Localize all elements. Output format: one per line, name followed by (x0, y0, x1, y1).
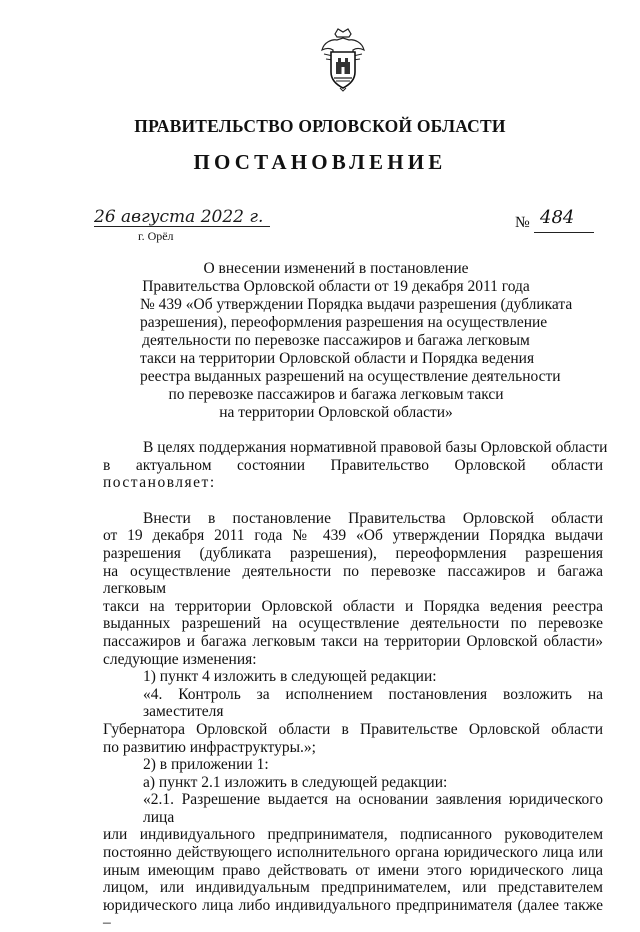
intro-line: пассажиров и багажа легковым такси на территории Орловской области» (103, 632, 603, 650)
number-underline (534, 232, 594, 233)
amendment-line: юридического лица либо индивидуального предпринимателя (далее также – (103, 896, 603, 932)
subject-line: по перевозке пассажиров и багажа легковым такси (168, 386, 504, 403)
intro-line: Внести в постановление Правительства Орловской области (143, 509, 603, 527)
subject-line: реестра выданных разрешений на осуществление деятельности (140, 368, 561, 385)
subject-line: деятельности по перевозке пассажиров и багажа легковым (142, 332, 530, 349)
amendment-item-1: 1) пункт 4 изложить в следующей редакции: (143, 668, 437, 686)
organization-title: ПРАВИТЕЛЬСТВО ОРЛОВСКОЙ ОБЛАСТИ (134, 116, 506, 136)
amendment-line: Губернатора Орловской области в Правительстве Орловской области (103, 720, 603, 738)
amendment-line: «2.1. Разрешение выдается на основании заявления юридического лица (143, 791, 603, 826)
orel-oblast-coat-of-arms-icon (318, 28, 368, 92)
amendment-item-2a: а) пункт 2.1 изложить в следующей редакции: (143, 773, 448, 791)
subject-line: № 439 «Об утверждении Порядка выдачи разрешения (дубликата (140, 296, 573, 313)
amendment-line: иным имеющим право действовать от имени этого юридического лица (103, 861, 603, 879)
date-underline (94, 226, 270, 227)
amendment-line: лицом, или индивидуальным предпринимателем, или представителем (103, 879, 603, 897)
amendment-line: «4. Контроль за исполнением постановления возложить на заместителя (143, 685, 603, 721)
subject-line: на территории Орловской области» (219, 404, 453, 421)
number-label: № (515, 214, 530, 231)
document-date: 26 августа 2022 г. (94, 207, 264, 227)
document-subject (140, 260, 573, 422)
intro-line: следующие изменения: (103, 650, 257, 668)
preamble-paragraph (103, 439, 608, 492)
intro-line: такси на территории Орловской области и Порядка ведения реестра (103, 597, 603, 615)
intro-line: разрешения (дубликата разрешения), переоформления разрешения (103, 544, 603, 562)
amendment-item-1-text (103, 686, 603, 756)
amendment-line: или индивидуального предпринимателя, подписанного руководителем (103, 826, 603, 844)
decree-word: постановляет: (103, 474, 216, 492)
preamble-line: в актуальном состоянии Правительство Орловской области (103, 456, 603, 474)
subject-line: такси на территории Орловской области и Порядка ведения (140, 350, 535, 367)
preamble-line: В целях поддержания нормативной правовой базы Орловской области (143, 439, 608, 456)
amendment-item-2a-text (103, 791, 603, 932)
amendment-item-2: 2) в приложении 1: (143, 756, 269, 774)
amendment-line: постоянно действующего исполнительного органа юридического лица или (103, 844, 603, 862)
intro-line: от 19 декабря 2011 года № 439 «Об утверждении Порядка выдачи (103, 527, 603, 545)
intro-paragraph (103, 510, 603, 668)
coat-of-arms-emblem (318, 28, 368, 92)
amendment-line: по развитию инфраструктуры.»; (103, 738, 316, 756)
intro-line: выданных разрешений на осуществление деятельности по перевозке (103, 615, 603, 633)
document-body (103, 439, 608, 932)
document-city: г. Орёл (138, 229, 174, 243)
document-number: 484 (540, 207, 575, 228)
intro-line: на осуществление деятельности по перевозке пассажиров и багажа легковым (103, 562, 603, 598)
subject-line: О внесении изменений в постановление (203, 260, 469, 277)
document-type-title: ПОСТАНОВЛЕНИЕ (193, 150, 447, 174)
subject-line: Правительства Орловской области от 19 декабря 2011 года (142, 278, 530, 295)
subject-line: разрешения), переоформления разрешения на осуществление (140, 314, 548, 331)
